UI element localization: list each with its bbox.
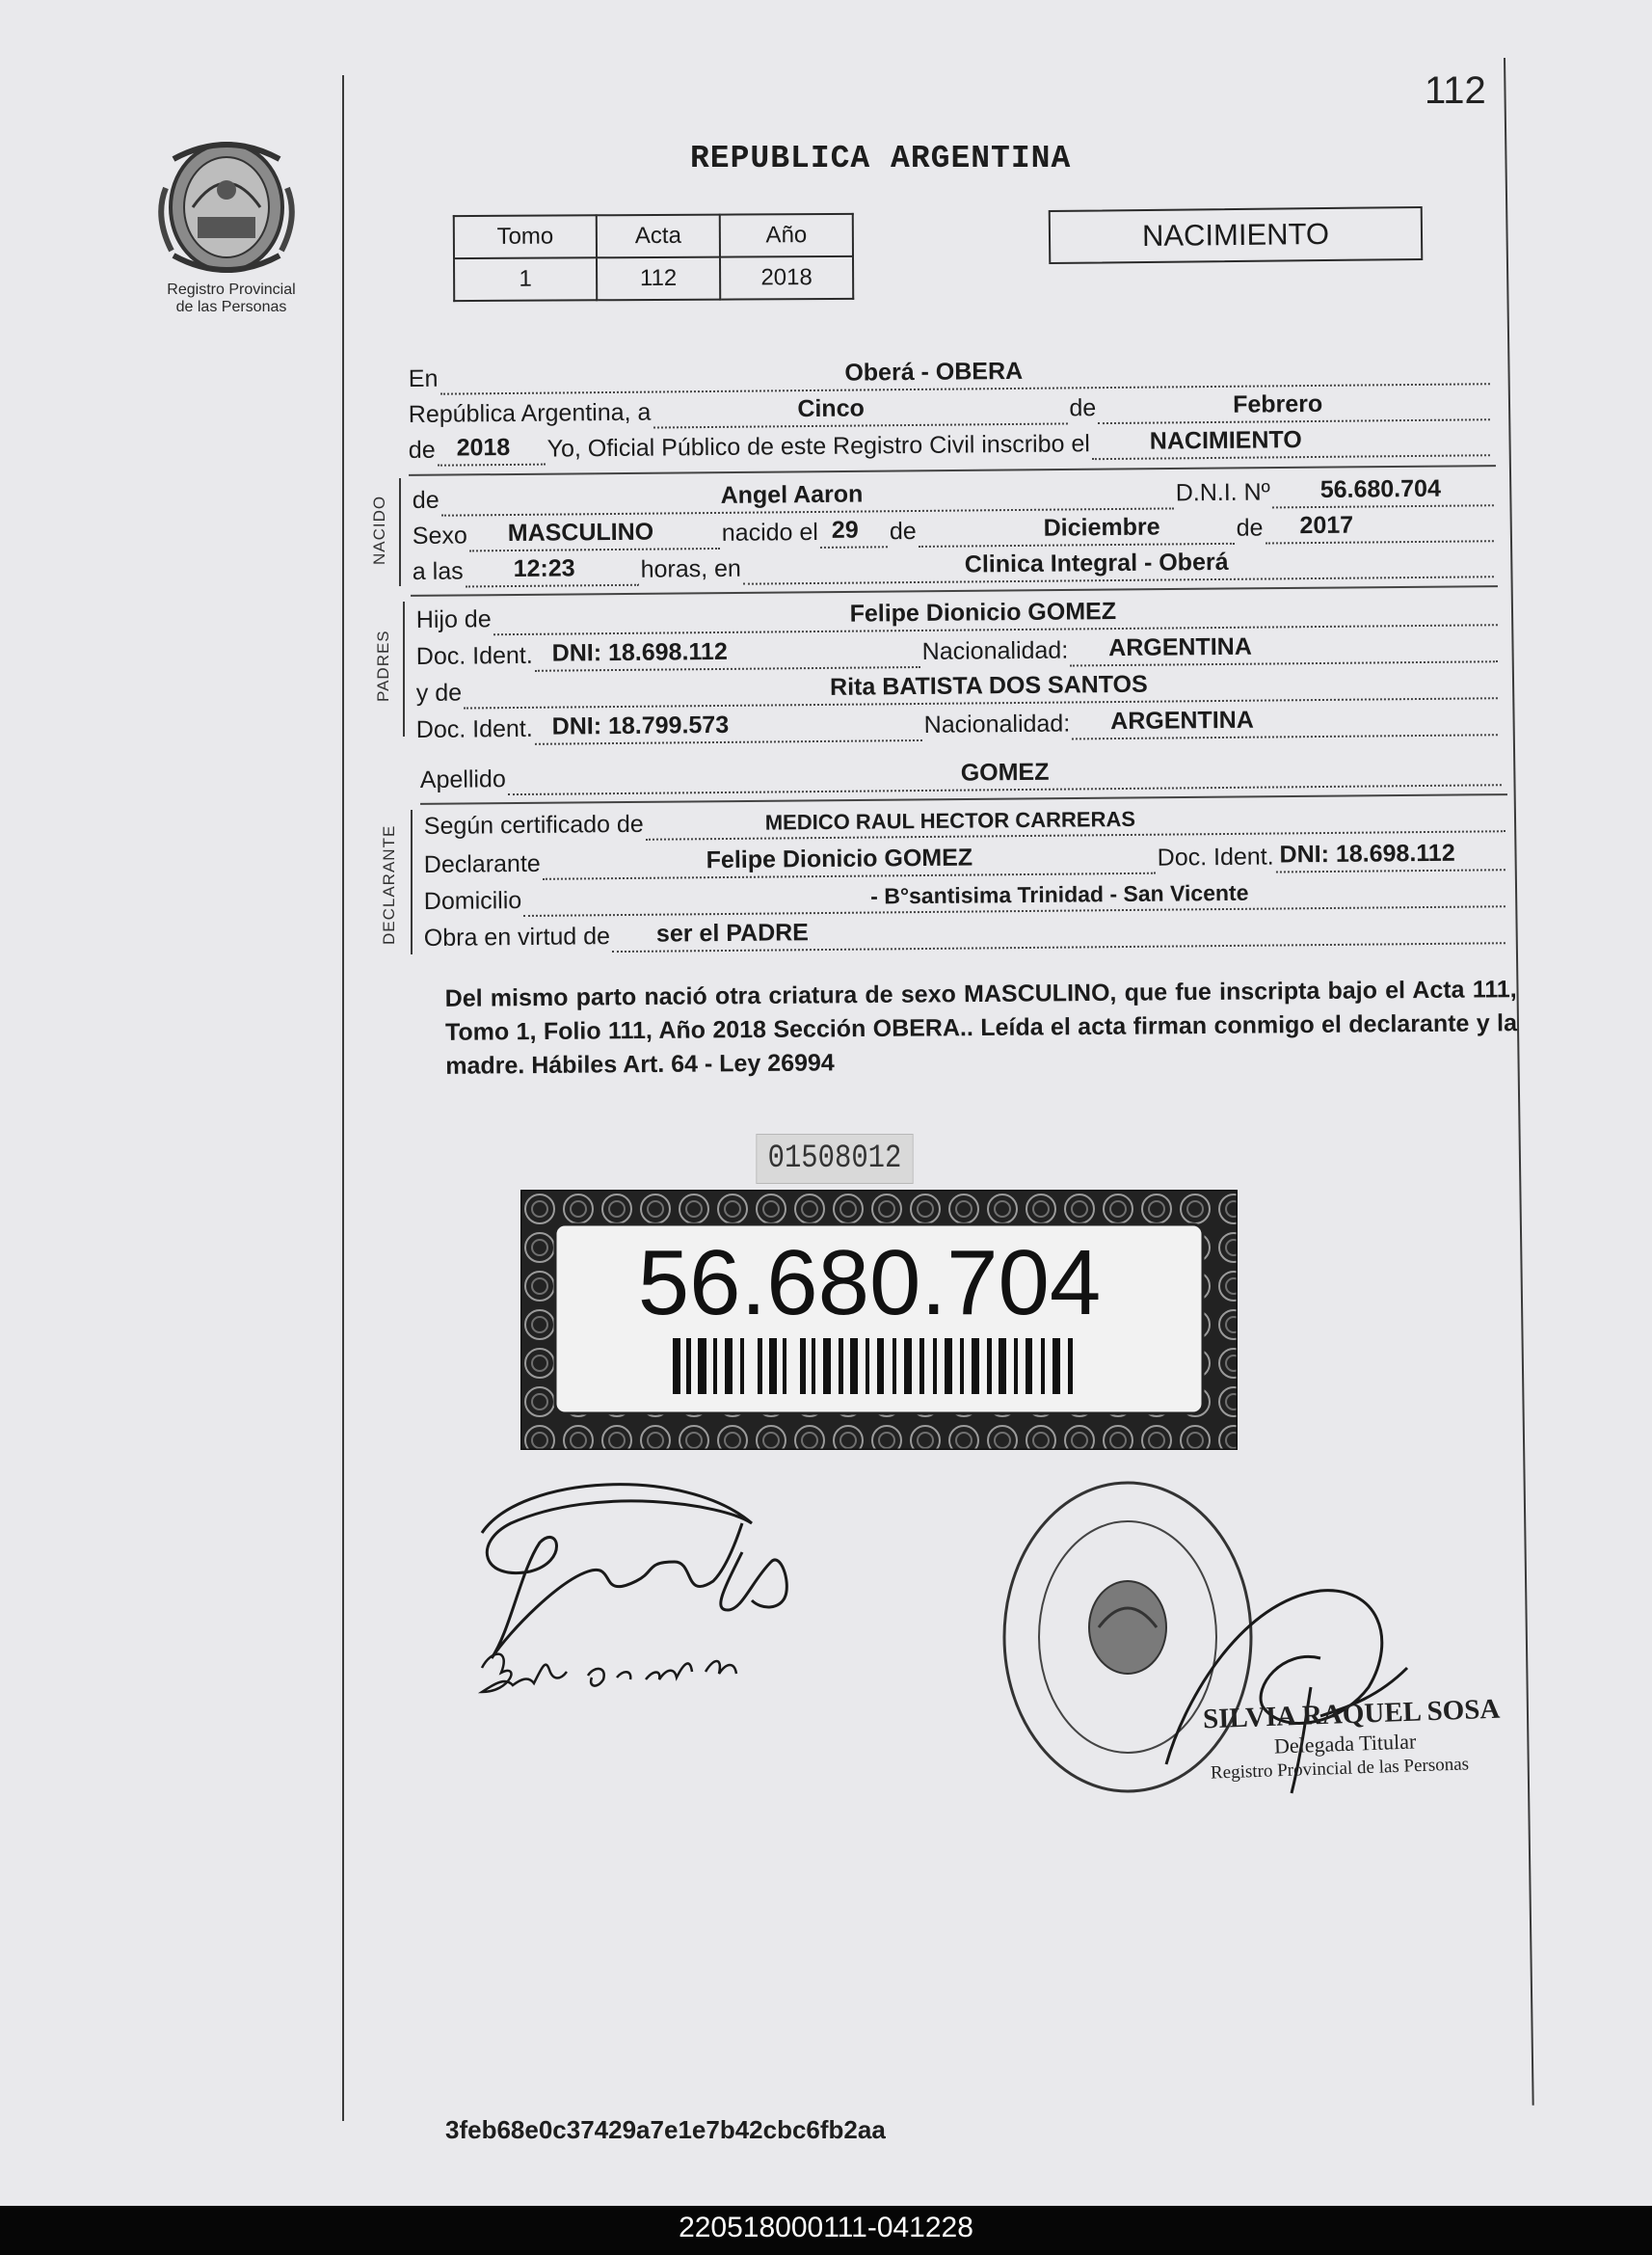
ref-value-acta: 112 [597,257,720,301]
horas-label: horas, en [640,554,742,583]
republica-label: República Argentina, a [408,398,652,429]
apellido-field [508,751,1502,795]
nacido-label: NACIDO [370,495,388,565]
en-label: En [408,364,439,393]
document-title: REPUBLICA ARGENTINA [690,141,1072,176]
a-las-label: a las [412,557,464,586]
birth-day-value: 29 [831,516,859,544]
serial-number: 01508012 [756,1134,913,1184]
birth-day-field [820,513,888,549]
declarante-bracket [411,810,413,954]
declarante-name-label: Declarante [423,849,541,879]
nacido-bracket [399,478,401,586]
document-type-box: NACIMIENTO [1049,206,1424,264]
domicilio-value: - B°santisima Trinidad - San Vicente [870,879,1249,909]
father-name-value: Felipe Dionicio GOMEZ [849,598,1117,628]
act-type-field [1092,421,1490,460]
ref-value-tomo: 1 [454,257,597,301]
official-seal [1004,1483,1251,1791]
hijo-de-label: Hijo de [415,605,492,634]
obra-field [612,909,1505,953]
apellido-label: Apellido [419,765,506,794]
apellido-value: GOMEZ [960,758,1050,787]
father-doc-value: DNI: 18.698.112 [551,637,728,667]
father-nac-label: Nacionalidad: [921,636,1069,665]
place-value: Oberá - OBERA [844,357,1024,387]
dni-value: 56.680.704 [1319,474,1442,503]
birth-place-field [743,543,1494,584]
registry-label-line2: de las Personas [175,299,287,315]
birth-de-label: de [889,517,917,546]
mother-doc-label: Doc. Ident. [415,714,533,744]
page-number: 112 [1425,69,1486,112]
declarante-label: DECLARANTE [380,824,398,945]
act-type-value: NACIMIENTO [1149,426,1302,455]
mother-name-value: Rita BATISTA DOS SANTOS [829,670,1148,701]
document-hash: 3feb68e0c37429a7e1e7b42cbc6fb2aa [445,2115,886,2144]
obra-label: Obra en virtud de [423,923,611,953]
dni-sticker-number: 56.680.704 [637,1231,1102,1334]
official-role: Delegada Titular [1273,1729,1417,1758]
father-signature [482,1485,786,1658]
sexo-label: Sexo [412,522,467,550]
time-value: 12:23 [513,554,575,582]
day-value: Cinco [797,394,865,423]
mother-nac-value: ARGENTINA [1110,706,1254,736]
declarante-doc-label: Doc. Ident. [1157,843,1274,872]
left-margin-line [342,75,344,2121]
mother-nac-field [1072,701,1498,739]
official-organization: Registro Provincial de las Personas [1210,1754,1470,1784]
birth-year-value: 2017 [1299,511,1354,540]
ref-header-acta: Acta [597,215,720,258]
official-name: SILVIA RAQUEL SOSA [1202,1693,1501,1735]
birth-place-value: Clinica Integral - Oberá [964,548,1229,578]
dni-label: D.N.I. Nº [1175,478,1270,507]
obra-value: ser el PADRE [655,919,810,948]
y-de-label: y de [415,679,463,708]
registry-label [135,282,328,316]
certificado-label: Según certificado de [423,810,644,841]
ref-value-anio: 2018 [720,256,853,300]
declarante-doc-value: DNI: 18.698.112 [1279,839,1455,869]
oficial-text: Yo, Oficial Público de este Registro Civil inscribo el [546,430,1090,463]
reference-table [453,213,854,302]
declarante-doc-field [1275,836,1505,872]
father-doc-label: Doc. Ident. [415,641,533,671]
footer-id: 220518000111-041228 [679,2212,973,2243]
month-value: Febrero [1233,389,1323,418]
name-value: Angel Aaron [720,480,864,509]
domicilio-label: Domicilio [423,887,522,916]
padres-bracket [403,602,405,737]
father-nac-value: ARGENTINA [1108,632,1252,662]
ref-header-tomo: Tomo [454,215,597,258]
year-field [437,431,545,467]
declarante-name-value: Felipe Dionicio GOMEZ [706,844,973,874]
misiones-emblem [154,130,299,280]
registry-label-line1: Registro Provincial [167,282,296,298]
mother-doc-field [535,707,922,745]
time-field [465,551,638,588]
padres-label: PADRES [374,630,392,702]
mother-doc-value: DNI: 18.799.573 [551,711,730,740]
birth-month-value: Diciembre [1043,513,1160,542]
ref-header-anio: Año [720,214,853,257]
certificado-value: MEDICO RAUL HECTOR CARRERAS [764,806,1136,835]
mother-signature [482,1654,736,1692]
sexo-value: MASCULINO [507,518,654,548]
nacido-el-label: nacido el [721,518,819,547]
birth-de2-label: de [1236,514,1264,542]
birth-note: Del mismo parto nació otra criatura de sexo MASCULINO, que fue inscripta bajo el Acta 111, Tomo 1, Folio 111, Año 2018 Sección OBERA.. Leída el acta firman conmigo el declarante y la madre. Hábiles Art. 64 - Ley 26994 [444,976,1518,1080]
name-de-label: de [412,486,440,515]
row-apellido [420,747,1504,796]
de2-label: de [408,436,436,465]
mother-nac-label: Nacionalidad: [923,710,1071,738]
year-value: 2018 [456,433,511,462]
de-label: de [1069,394,1097,422]
